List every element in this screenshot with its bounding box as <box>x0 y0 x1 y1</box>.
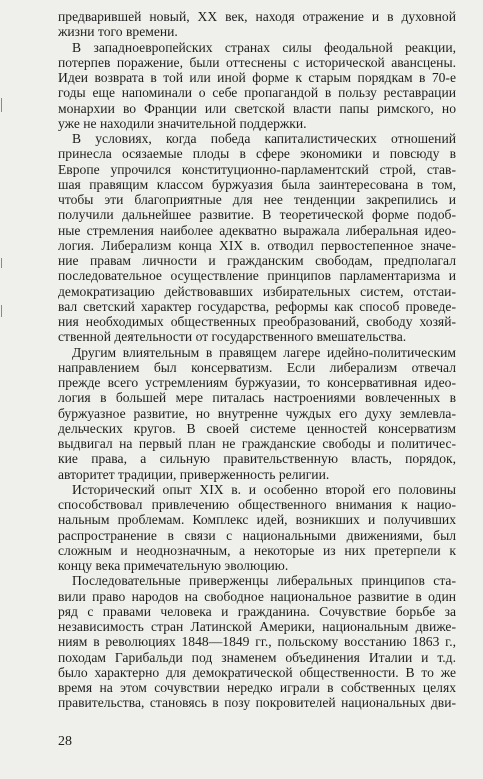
text-line: демократизацию действовавших избирательных систем, отстаи- <box>58 283 456 299</box>
text-line: Последовательные приверженцы либеральных принципов ста- <box>72 573 456 589</box>
text-line: уже не находили значительной поддержки. <box>58 115 307 131</box>
text-line: чтобы эти благоприятные для нее тенденции закрепились и <box>58 192 456 207</box>
text-line: В западноевропейских странах силы феодальной реакции, <box>72 39 456 55</box>
text-line: кие права, а сильную правительственную власть, порядок, <box>58 451 456 467</box>
text-line: ния необходимых общественных преобразований, свободу хозяй- <box>58 314 456 329</box>
text-line: последовательное осуществление принципов парламентаризма и <box>58 268 456 284</box>
text-line: ряд с правами человека и гражданина. Сочувствие борьбе за <box>58 603 456 619</box>
text-line: буржуазное развитие, но внутренне чуждых его духу землевла- <box>58 405 456 421</box>
text-line: шая правящим классом буржуазия была заинтересована в том, <box>58 176 456 192</box>
text-line: авторитет традиции, приверженность религии. <box>58 466 330 482</box>
page-number: 28 <box>58 734 72 749</box>
text-line: ные стремления наиболее адекватно выражала либеральная идео- <box>58 222 456 238</box>
text-line: походам Гарибальди под знаменем объединения Италии и т.д. <box>58 649 456 665</box>
text-line: время на этом сочувствии нередко играли в собственных целях <box>58 680 456 695</box>
text-line: способствовал привлечению общественного внимания к нацио- <box>58 497 456 512</box>
text-line: Другим влиятельным в правящем лагере идейно-политическим <box>72 344 456 360</box>
text-line: логия. Либерализм конца XIX в. отводил первостепенное значе- <box>58 237 456 253</box>
body-text <box>58 9 456 711</box>
text-line: было характерно для демократической общественности. В то же <box>58 664 456 680</box>
text-line: потерпев поражение, были оттеснены с исторической авансцены. <box>58 54 456 70</box>
text-line: независимость стран Латинской Америки, национальным движе- <box>58 619 456 634</box>
text-line: ниям в революциях 1848—1849 гг., польскому восстанию 1863 г., <box>58 634 456 650</box>
text-line: концу века примечательную эволюцию. <box>58 558 289 573</box>
text-line: жизни того времени. <box>58 24 178 40</box>
text-line: Исторический опыт XIX в. и особенно второй его половины <box>72 481 456 497</box>
text-line: правительства, становясь в позу покровителей национальных дви- <box>58 695 456 711</box>
text-line: В условиях, когда победа капиталистических отношений <box>72 131 456 146</box>
text-line: ственной деятельности от государственного вмешательства. <box>58 329 407 345</box>
text-line: логия в большей мере питалась настроениями вовлеченных в <box>58 390 456 406</box>
text-line: сложным и неоднозначным, а некоторые из них претерпели к <box>58 542 456 558</box>
scan-edge-mark <box>1 98 2 112</box>
text-line: дельческих кругов. В своей системе ценностей консерватизм <box>58 420 456 436</box>
scan-edge-mark <box>1 258 2 268</box>
text-line: распространение в связи с национальными движениями, был <box>58 527 456 543</box>
text-line: выдвигал на первый план не гражданские свободы и политичес- <box>58 436 456 451</box>
text-line: Идеи возврата в той или иной форме к старым порядкам в 70-е <box>58 70 456 85</box>
text-line: Европе упрочился конституционно-парламентский строй, став- <box>58 161 456 177</box>
text-line: вал светский характер государства, реформы как способ проведе- <box>58 298 456 314</box>
text-line: принесла осязаемые плоды в сфере экономики и повсюду в <box>58 146 456 162</box>
text-line: ние правам личности и гражданским свободам, предполагал <box>58 253 456 268</box>
text-line: нальным проблемам. Комплекс идей, возникших и получивших <box>58 512 456 528</box>
scan-edge-mark <box>1 305 2 317</box>
text-line: получили дальнейшее развитие. В теоретической форме подоб- <box>58 207 456 223</box>
text-line: направлением был консерватизм. Если либерализм отвечал <box>58 359 456 375</box>
text-line: прежде всего устремлениям буржуазии, то консервативная идео- <box>58 375 456 390</box>
text-line: годы еще напоминали о себе пропагандой в пользу реставрации <box>58 85 456 101</box>
text-line: предварившей новый, XX век, находя отражение и в духовной <box>58 9 456 24</box>
text-line: вили право народов на свободное национальное развитие в один <box>58 588 456 604</box>
text-line: монархии во Франции или светской власти папы римского, но <box>58 100 456 116</box>
